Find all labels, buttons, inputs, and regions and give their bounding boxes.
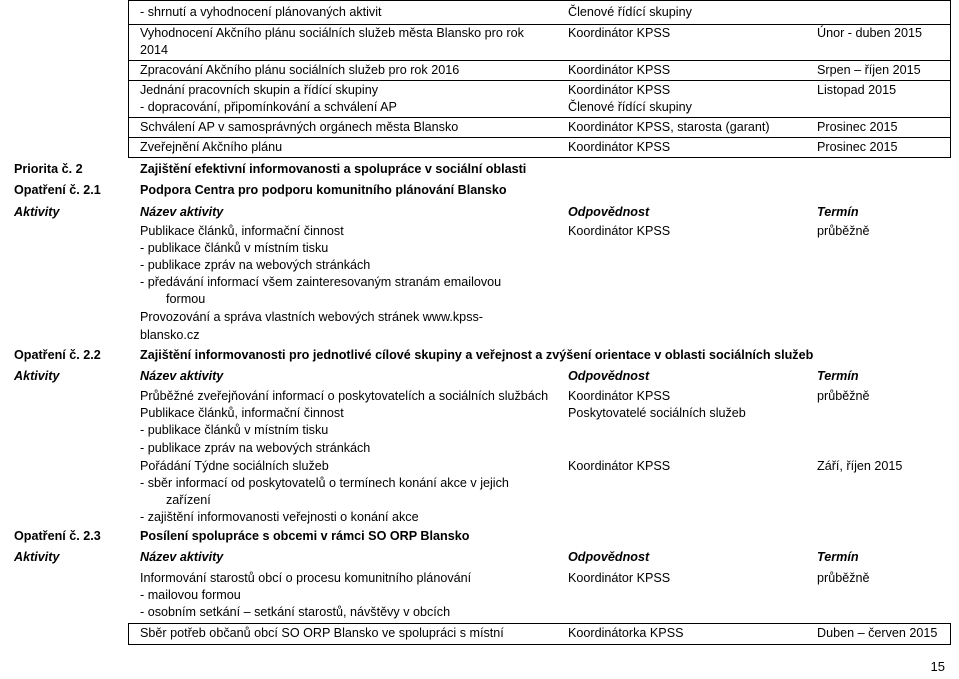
activity-line: Publikace článků, informační činnost	[140, 224, 344, 238]
table-rule	[128, 117, 951, 118]
responsibility-text: Koordinátor KPSS	[568, 63, 671, 77]
table-rule	[128, 644, 951, 645]
activity-text: - dopracování, připomínkování a schválení AP	[140, 100, 397, 114]
term-text: Únor - duben 2015	[817, 26, 923, 40]
term-text: průběžně	[817, 224, 870, 238]
activity-line: Publikace článků, informační činnost	[140, 406, 344, 420]
table-rule	[128, 80, 951, 81]
activity-line: - předávání informací všem zainteresovaným stranám emailovou	[140, 275, 502, 289]
responsibility-text: Členové řídící skupiny	[568, 100, 692, 114]
responsibility-text: Koordinátor KPSS	[568, 83, 671, 97]
activity-line: formou	[166, 292, 206, 306]
priority-title: Zajištění efektivní informovanosti a spolupráce v sociální oblasti	[140, 162, 527, 176]
term-text: Srpen – říjen 2015	[817, 63, 921, 77]
header-termin: Termín	[817, 369, 859, 383]
term-text: Listopad 2015	[817, 83, 897, 97]
measure-label: Opatření č. 2.1	[14, 183, 101, 197]
activity-line: Průběžné zveřejňování informací o poskytovatelích a sociálních službách	[140, 389, 549, 403]
header-aktivity: Aktivity	[14, 550, 60, 564]
activity-text: 2014	[140, 43, 169, 57]
table-border	[950, 623, 951, 644]
header-termin: Termín	[817, 205, 859, 219]
page-number: 15	[930, 659, 945, 674]
activity-line: - publikace článků v místním tisku	[140, 241, 329, 255]
header-nazev: Název aktivity	[140, 550, 224, 564]
header-odpovednost: Odpovědnost	[568, 205, 650, 219]
activity-line: Provozování a správa vlastních webových stránek www.kpss-	[140, 310, 483, 324]
activity-line: - mailovou formou	[140, 588, 241, 602]
table-border	[950, 0, 951, 157]
activity-line: - publikace článků v místním tisku	[140, 423, 329, 437]
table-border	[128, 0, 129, 157]
header-aktivity: Aktivity	[14, 369, 60, 383]
activity-line: - publikace zpráv na webových stránkách	[140, 258, 371, 272]
activity-line: zařízení	[166, 493, 211, 507]
measure-title: Podpora Centra pro podporu komunitního plánování Blansko	[140, 183, 507, 197]
measure-label: Opatření č. 2.3	[14, 529, 101, 543]
activity-text: Jednání pracovních skupin a řídící skupiny	[140, 83, 379, 97]
table-border	[128, 623, 129, 644]
header-nazev: Název aktivity	[140, 205, 224, 219]
responsibility-text: Koordinátor KPSS	[568, 140, 671, 154]
responsibility-text: Koordinátor KPSS	[568, 459, 671, 473]
responsibility-text: Koordinátor KPSS	[568, 389, 671, 403]
term-text: Prosinec 2015	[817, 140, 898, 154]
responsibility-text: Členové řídící skupiny	[568, 5, 692, 19]
activity-text: Schválení AP v samosprávných orgánech města Blansko	[140, 120, 459, 134]
activity-text: Zpracování Akčního plánu sociálních služeb pro rok 2016	[140, 63, 460, 77]
activity-line: - osobním setkání – setkání starostů, návštěvy v obcích	[140, 605, 451, 619]
measure-title: Zajištění informovanosti pro jednotlivé cílové skupiny a veřejnost a zvýšení orientace v oblasti sociálních služeb	[140, 348, 814, 362]
table-rule	[128, 60, 951, 61]
activity-text: Vyhodnocení Akčního plánu sociálních služeb města Blansko pro rok	[140, 26, 524, 40]
responsibility-text: Koordinátor KPSS	[568, 26, 671, 40]
table-rule	[128, 0, 951, 1]
responsibility-text: Poskytovatelé sociálních služeb	[568, 406, 746, 420]
responsibility-text: Koordinátor KPSS	[568, 224, 671, 238]
responsibility-text: Koordinátorka KPSS	[568, 626, 684, 640]
activity-text: Zveřejnění Akčního plánu	[140, 140, 283, 154]
priority-label: Priorita č. 2	[14, 162, 83, 176]
activity-line: Pořádání Týdne sociálních služeb	[140, 459, 329, 473]
responsibility-text: Koordinátor KPSS, starosta (garant)	[568, 120, 770, 134]
activity-line: - publikace zpráv na webových stránkách	[140, 441, 371, 455]
header-odpovednost: Odpovědnost	[568, 550, 650, 564]
responsibility-text: Koordinátor KPSS	[568, 571, 671, 585]
activity-line: Informování starostů obcí o procesu komunitního plánování	[140, 571, 472, 585]
term-text: Prosinec 2015	[817, 120, 898, 134]
table-rule	[128, 623, 951, 624]
header-nazev: Název aktivity	[140, 369, 224, 383]
measure-label: Opatření č. 2.2	[14, 348, 101, 362]
activity-line: Sběr potřeb občanů obcí SO ORP Blansko ve spolupráci s místní	[140, 626, 504, 640]
term-text: průběžně	[817, 389, 870, 403]
header-odpovednost: Odpovědnost	[568, 369, 650, 383]
table-rule	[128, 137, 951, 138]
activity-line: blansko.cz	[140, 328, 200, 342]
header-termin: Termín	[817, 550, 859, 564]
term-text: Duben – červen 2015	[817, 626, 938, 640]
table-rule	[128, 157, 951, 158]
activity-text: - shrnutí a vyhodnocení plánovaných aktivit	[140, 5, 382, 19]
activity-line: - sběr informací od poskytovatelů o termínech konání akce v jejich	[140, 476, 509, 490]
header-aktivity: Aktivity	[14, 205, 60, 219]
activity-line: - zajištění informovanosti veřejnosti o konání akce	[140, 510, 419, 524]
term-text: Září, říjen 2015	[817, 459, 903, 473]
measure-title: Posílení spolupráce s obcemi v rámci SO ORP Blansko	[140, 529, 470, 543]
term-text: průběžně	[817, 571, 870, 585]
